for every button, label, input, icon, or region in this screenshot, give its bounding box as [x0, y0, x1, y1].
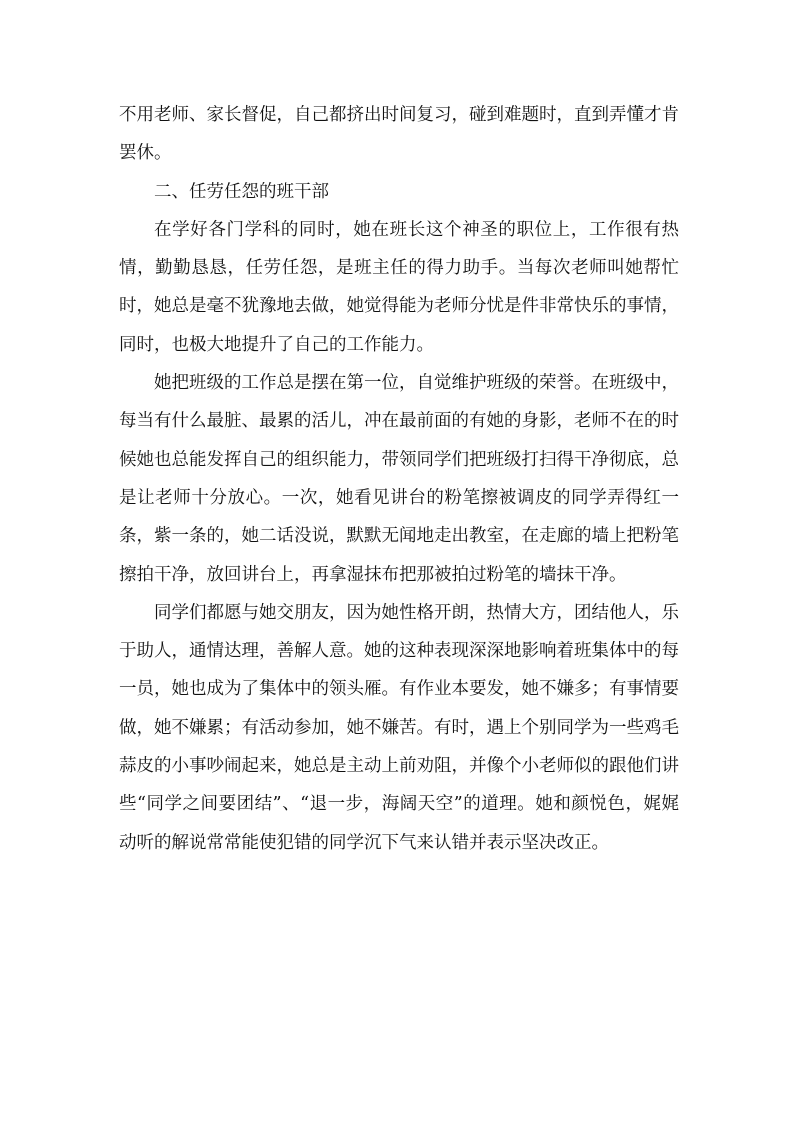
paragraph: 同学们都愿与她交朋友，因为她性格开朗，热情大方，团结他人，乐于助人，通情达理，善解人意。她的这种表现深深地影响着班集体中的每一员，她也成为了集体中的领头雁。有作业本要发，她不嫌多；有事情要做，她不嫌累；有活动参加，她不嫌苦。有时，遇上个别同学为一些鸡毛蒜皮的小事吵闹起来，她总是主动上前劝阻，并像个小老师似的跟他们讲些“同学之间要团结”、“退一步，海阔天空”的道理。她和颜悦色，娓娓动听的解说常常能使犯错的同学沉下气来认错并表示坚决改正。 — [119, 602, 679, 853]
section-heading: 二、任劳任怨的班干部 — [154, 181, 329, 202]
paragraph: 在学好各门学科的同时，她在班长这个神圣的职位上，工作很有热情，勤勤恳恳，任劳任怨，是班主任的得力助手。当每次老师叫她帮忙时，她总是毫不犹豫地去做，她觉得能为老师分忧是件非常快乐的事情，同时，也极大地提升了自己的工作能力。 — [119, 219, 679, 355]
paragraph-continuation: 不用老师、家长督促，自己都挤出时间复习，碰到难题时，直到弄懂才肯罢休。 — [119, 105, 679, 164]
document-body — [119, 96, 679, 862]
paragraph: 她把班级的工作总是摆在第一位，自觉维护班级的荣誉。在班级中，每当有什么最脏、最累的活儿，冲在最前面的有她的身影，老师不在的时候她也总能发挥自己的组织能力，带领同学们把班级打扫得干净彻底，总是让老师十分放心。一次，她看见讲台的粉笔擦被调皮的同学弄得红一条，紫一条的，她二话没说，默默无闻地走出教室，在走廊的墙上把粉笔擦拍干净，放回讲台上，再拿湿抹布把那被拍过粉笔的墙抹干净。 — [119, 373, 679, 585]
